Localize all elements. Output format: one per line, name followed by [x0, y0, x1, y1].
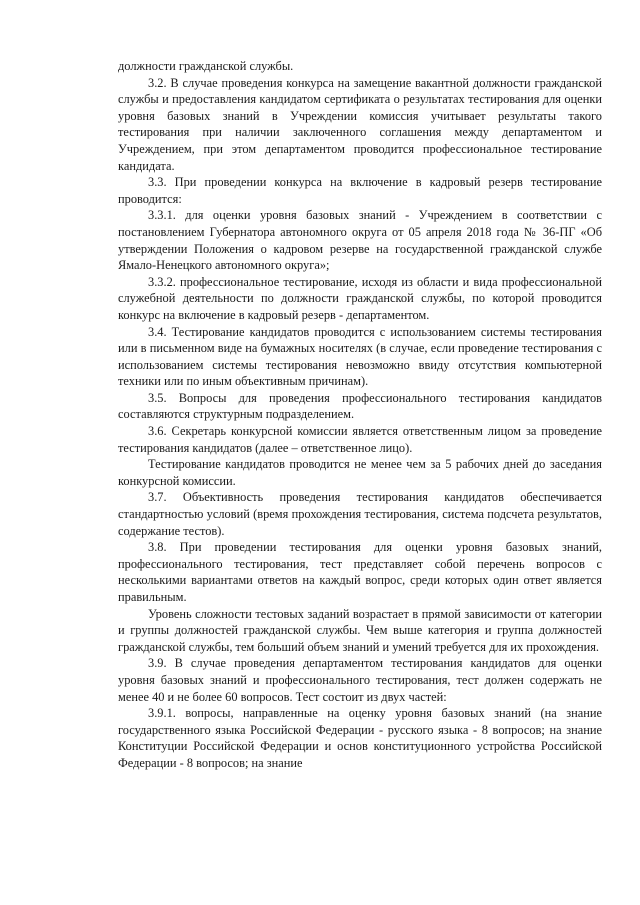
paragraph-continuation: должности гражданской службы. [118, 59, 294, 73]
paragraph-3-8: 3.8. При проведении тестирования для оценки уровня базовых знаний, профессионального тестирования, тест представляет собой перечень вопросов с несколькими вариантами ответов на каждый вопрос, среди которых один ответ является правильным. [118, 540, 602, 604]
document-body [118, 58, 602, 772]
paragraph-3-5: 3.5. Вопросы для проведения профессионального тестирования кандидатов составляются структурным подразделением. [118, 390, 602, 422]
paragraph-3-6: 3.6. Секретарь конкурсной комиссии является ответственным лицом за проведение тестирования кандидатов (далее – ответственное лицо). [118, 424, 602, 455]
paragraph-difficulty: Уровень сложности тестовых заданий возрастает в прямой зависимости от категории и группы должностей гражданской службы. Чем выше категория и группа должностей гражданской службы, тем больший объем знаний и умений требуется для их прохождения. [118, 606, 602, 654]
paragraph-3-4: 3.4. Тестирование кандидатов проводится с использованием системы тестирования или в письменном виде на бумажных носителях (в случае, если проведение тестирования с использованием системы тестирования невозможно ввиду отсутствия компьютерной техники или по иным объективным причинам). [118, 324, 602, 389]
paragraph-3-3-2: 3.3.2. профессиональное тестирование, исходя из области и вида профессиональной служебной деятельности по должности гражданской службы, по которой проводится конкурс на включение в кадровый резерв - департаментом. [118, 274, 602, 322]
paragraph-3-3-1: 3.3.1. для оценки уровня базовых знаний - Учреждением в соответствии с постановлением Губернатора автономного округа от 05 апреля 2018 года № 36-ПГ «Об утверждении Положения о кадровом резерве на государственной гражданской службе Ямало-Ненецкого автономного округа»; [118, 208, 602, 273]
paragraph-3-2: 3.2. В случае проведения конкурса на замещение вакантной должности гражданской службы и предоставления кандидатом сертификата о результатах тестирования для оценки уровня базовых знаний в Учреждении комиссия учитывает результаты такого тестирования при наличии заключенного соглашения между департаментом и Учреждением, при этом департаментом проводится профессиональное тестирование кандидата. [118, 75, 602, 173]
paragraph-3-9-1: 3.9.1. вопросы, направленные на оценку уровня базовых знаний (на знание государственного языка Российской Федерации - русского языка - 8 вопросов; на знание Конституции Российской Федерации и основ конституционного устройства Российской Федерации - 8 вопросов; на знание [118, 706, 602, 770]
paragraph-testing-deadline: Тестирование кандидатов проводится не менее чем за 5 рабочих дней до заседания конкурсной комиссии. [118, 457, 602, 488]
paragraph-3-7: 3.7. Объективность проведения тестирования кандидатов обеспечивается стандартностью условий (время прохождения тестирования, система подсчета результатов, содержание тестов). [118, 490, 602, 538]
paragraph-3-9: 3.9. В случае проведения департаментом тестирования кандидатов для оценки уровня базовых знаний и профессионального тестирования, тест должен содержать не менее 40 и не более 60 вопросов. Тест состоит из двух частей: [118, 656, 602, 704]
paragraph-3-3: 3.3. При проведении конкурса на включение в кадровый резерв тестирование проводится: [118, 175, 602, 206]
